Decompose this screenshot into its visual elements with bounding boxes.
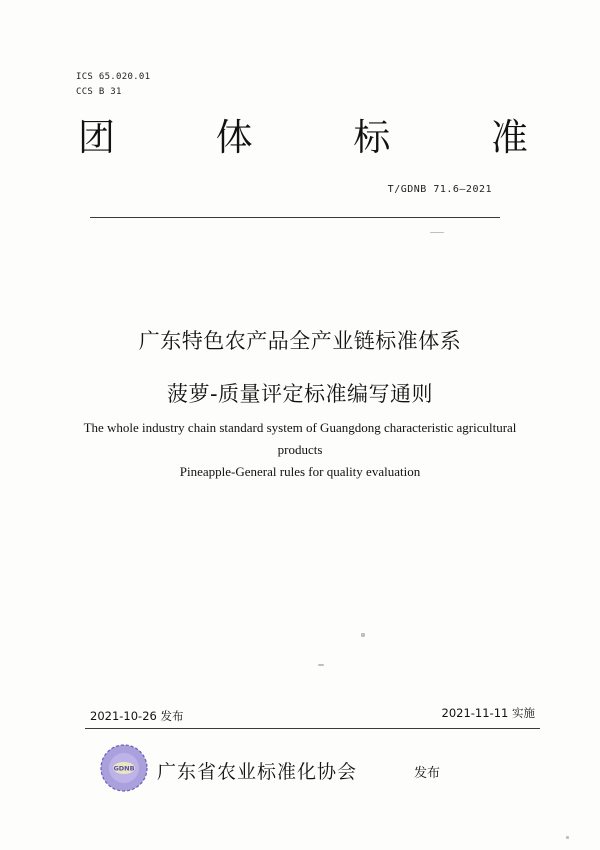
title-english [40,417,560,483]
issue-date: 2021-10-26 发布 [90,709,184,723]
doctype-char-3: 标 [353,116,391,159]
title-english-line-1: The whole industry chain standard system of Guangdong characteristic agricultural [83,420,517,435]
document-type-heading [78,113,528,163]
implementation-date: 2021-11-11 实施 [441,706,535,720]
doctype-char-4: 准 [490,116,528,159]
top-divider [90,217,500,218]
bottom-divider [85,728,540,729]
title-chinese-line-2: 菠萝-质量评定标准编写通则 [166,382,434,406]
ccs-code: CCS B 31 [76,87,122,97]
scan-speck [361,633,365,637]
ics-code: ICS 65.020.01 [76,72,151,82]
association-logo-icon [99,743,149,793]
publish-label: 发布 [414,766,441,781]
title-english-line-3: Pineapple-General rules for quality evaluation [179,464,421,479]
title-chinese-line-1: 广东特色农产品全产业链标准体系 [138,329,462,353]
scan-speck [318,664,324,666]
scan-speck [430,232,444,233]
title-english-line-2: products [277,442,323,457]
doctype-char-1: 团 [78,116,115,159]
publisher-name: 广东省农业标准化协会 [157,761,358,783]
doctype-char-2: 体 [215,116,253,159]
logo-text: GDNB [113,764,135,773]
classification-codes [76,70,150,100]
scan-speck [566,836,569,839]
standard-number: T/GDNB 71.6—2021 [387,184,492,195]
